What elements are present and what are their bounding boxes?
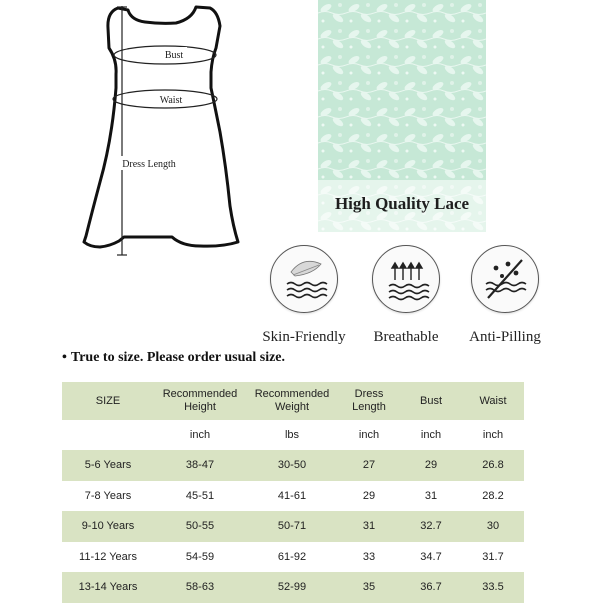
table-cell: 11-12 Years xyxy=(79,550,137,563)
table-cell: 5-6 Years xyxy=(62,450,154,481)
table-cell: 13-14 Years xyxy=(62,572,154,603)
table-cell: 33 xyxy=(362,550,376,563)
table-row xyxy=(62,511,524,542)
table-cell: 30 xyxy=(462,511,524,542)
table-cell: 29 xyxy=(400,450,462,481)
table-cell: inch xyxy=(358,429,380,441)
table-cell: 9-10 Years xyxy=(62,511,154,542)
table-row xyxy=(62,450,524,481)
table-cell: inch xyxy=(420,429,442,441)
header-weight: Recommended Weight xyxy=(246,382,338,420)
header-dress-length: Dress Length xyxy=(338,382,400,420)
table-cell: inch xyxy=(482,429,504,441)
table-cell: 27 xyxy=(338,450,400,481)
table-cell: 41-61 xyxy=(277,489,307,502)
table-cell: 54-59 xyxy=(185,550,215,563)
feature-label: Breathable xyxy=(373,329,439,345)
table-cell: 34.7 xyxy=(420,550,442,563)
table-cell xyxy=(62,420,154,450)
dress-measurement-diagram xyxy=(0,0,310,270)
lace-photo xyxy=(318,0,486,232)
header-bust: Bust xyxy=(400,382,462,420)
feather-wave-icon xyxy=(270,245,338,313)
table-row xyxy=(62,481,524,512)
table-row xyxy=(62,542,524,573)
size-chart-table xyxy=(62,382,524,603)
table-cell: 28.2 xyxy=(482,489,504,502)
table-cell: 50-55 xyxy=(154,511,246,542)
table-cell: 45-51 xyxy=(185,489,215,502)
no-pilling-icon xyxy=(471,245,539,313)
table-cell: inch xyxy=(189,429,211,441)
feature-label: Anti-Pilling xyxy=(469,329,541,345)
dress-outline-icon xyxy=(0,0,310,270)
dress-length-label: Dress Length xyxy=(122,159,176,170)
header-size: SIZE xyxy=(62,382,154,420)
table-header-row xyxy=(62,382,524,420)
table-cell: 35 xyxy=(338,572,400,603)
lace-caption: High Quality Lace xyxy=(334,194,470,213)
table-cell: lbs xyxy=(284,429,300,441)
waist-label: Waist xyxy=(159,95,183,106)
size-note xyxy=(62,350,285,366)
up-arrows-wave-icon xyxy=(372,245,440,313)
bust-label: Bust xyxy=(164,50,184,61)
feature-skin-friendly xyxy=(249,245,359,346)
table-cell: 29 xyxy=(362,489,376,502)
table-cell: 52-99 xyxy=(246,572,338,603)
size-note-text: True to size. Please order usual size. xyxy=(70,350,286,365)
bullet: • xyxy=(62,350,67,365)
table-cell: 50-71 xyxy=(246,511,338,542)
feature-label: Skin-Friendly xyxy=(262,329,346,345)
feature-breathable xyxy=(351,245,461,346)
table-cell: 58-63 xyxy=(154,572,246,603)
table-cell: 61-92 xyxy=(277,550,307,563)
table-cell: 7-8 Years xyxy=(84,489,132,502)
table-cell: 31 xyxy=(338,511,400,542)
table-units-row xyxy=(62,420,524,450)
header-waist: Waist xyxy=(462,382,524,420)
table-cell: 31 xyxy=(424,489,438,502)
header-height: Recommended Height xyxy=(154,382,246,420)
table-cell: 38-47 xyxy=(154,450,246,481)
table-cell: 36.7 xyxy=(400,572,462,603)
table-cell: 33.5 xyxy=(462,572,524,603)
table-row xyxy=(62,572,524,603)
table-cell: 26.8 xyxy=(462,450,524,481)
table-cell: 30-50 xyxy=(246,450,338,481)
feature-anti-pilling xyxy=(450,245,560,346)
table-cell: 31.7 xyxy=(482,550,504,563)
table-cell: 32.7 xyxy=(400,511,462,542)
